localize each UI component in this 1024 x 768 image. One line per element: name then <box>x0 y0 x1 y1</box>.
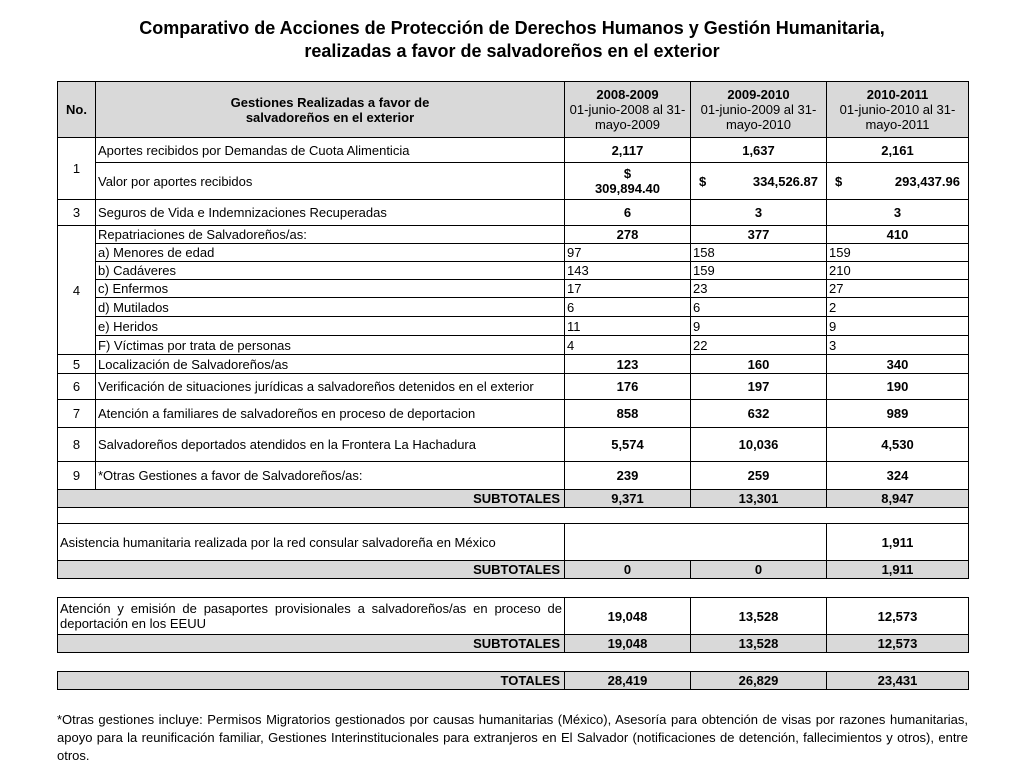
row-number: 9 <box>57 461 96 490</box>
cell-value: 197 <box>690 373 827 400</box>
money-value: 293,437.96 <box>894 173 960 189</box>
cell-value: 239 <box>564 461 691 490</box>
sub-cell-value: 97 <box>564 243 691 262</box>
cell-value: 858 <box>564 399 691 428</box>
sub-cell-value: 27 <box>826 279 969 298</box>
cell-money <box>690 162 827 200</box>
sub-cell-value: 6 <box>690 297 827 317</box>
cell-money <box>826 162 969 200</box>
page-title: Comparativo de Acciones de Protección de Derechos Humanos y Gestión Humanitaria, <box>139 18 885 38</box>
cell-value: 1,637 <box>690 137 827 163</box>
subtotal-value: 13,301 <box>690 489 827 508</box>
pasaportes-value: 13,528 <box>690 597 827 635</box>
subtotal-value: 9,371 <box>564 489 691 508</box>
period-range: 01-junio-2008 al 31- <box>569 102 686 117</box>
cell-value: 2,117 <box>564 137 691 163</box>
period-range: mayo-2009 <box>594 117 661 132</box>
cell-value: 324 <box>826 461 969 490</box>
sub-row-label: F) Víctimas por trata de personas <box>95 335 565 355</box>
pasaportes-label: Atención y emisión de pasaportes provisionales a salvadoreños/as en proceso de deportación en los EEUU <box>60 601 562 631</box>
sub-cell-value: 4 <box>564 335 691 355</box>
sub-cell-value: 159 <box>826 243 969 262</box>
row-number: 1 <box>57 137 96 200</box>
header-period-1 <box>564 81 691 138</box>
pasaportes-label-cell <box>57 597 565 635</box>
sub-cell-value: 9 <box>826 316 969 336</box>
currency-symbol: $ <box>623 166 632 181</box>
cell-value: 3 <box>826 199 969 226</box>
period-year: 2010-2011 <box>866 87 929 102</box>
asistencia-empty <box>564 523 827 561</box>
sub-cell-value: 210 <box>826 261 969 280</box>
sub-row-label: e) Heridos <box>95 316 565 336</box>
cell-value: 123 <box>564 354 691 374</box>
asistencia-value: 1,911 <box>826 523 969 561</box>
cell-value: 632 <box>690 399 827 428</box>
period-range: mayo-2011 <box>865 117 930 132</box>
cell-value: 176 <box>564 373 691 400</box>
row-label: Localización de Salvadoreños/as <box>95 354 565 374</box>
pasaportes-value: 12,573 <box>826 597 969 635</box>
spacer-row <box>57 507 969 524</box>
totales-value: 23,431 <box>826 671 969 690</box>
subtotal-label: SUBTOTALES <box>57 489 565 508</box>
subtotal-value: 12,573 <box>826 634 969 653</box>
asistencia-label: Asistencia humanitaria realizada por la red consular salvadoreña en México <box>57 523 565 561</box>
subtotal-label: SUBTOTALES <box>57 634 565 653</box>
totales-label: TOTALES <box>57 671 565 690</box>
cell-value: 2,161 <box>826 137 969 163</box>
period-year: 2009-2010 <box>727 87 790 102</box>
subtotal-value: 19,048 <box>564 634 691 653</box>
row-label: Salvadoreños deportados atendidos en la Frontera La Hachadura <box>95 427 565 462</box>
sub-cell-value: 158 <box>690 243 827 262</box>
subtotal-value: 0 <box>690 560 827 579</box>
cell-value: 190 <box>826 373 969 400</box>
row-number: 8 <box>57 427 96 462</box>
header-period-2 <box>690 81 827 138</box>
sub-cell-value: 23 <box>690 279 827 298</box>
money-value: 334,526.87 <box>752 173 818 189</box>
header-gestiones-line1: Gestiones Realizadas a favor de <box>230 94 430 110</box>
subtotal-value: 1,911 <box>826 560 969 579</box>
cell-value: 3 <box>690 199 827 226</box>
money-value: 309,894.40 <box>594 181 661 196</box>
subtotal-value: 8,947 <box>826 489 969 508</box>
row-label: Atención a familiares de salvadoreños en proceso de deportacion <box>95 399 565 428</box>
row-number: 6 <box>57 373 96 400</box>
cell-value: 989 <box>826 399 969 428</box>
period-range: 01-junio-2009 al 31- <box>700 102 817 117</box>
subtotal-value: 13,528 <box>690 634 827 653</box>
sub-row-label: a) Menores de edad <box>95 243 565 262</box>
sub-row-label: d) Mutilados <box>95 297 565 317</box>
row-number: 3 <box>57 199 96 226</box>
sub-cell-value: 6 <box>564 297 691 317</box>
cell-money <box>564 162 691 200</box>
sub-cell-value: 9 <box>690 316 827 336</box>
row-label: Seguros de Vida e Indemnizaciones Recuperadas <box>95 199 565 226</box>
header-gestiones <box>95 81 565 138</box>
pasaportes-value: 19,048 <box>564 597 691 635</box>
sub-cell-value: 11 <box>564 316 691 336</box>
totales-value: 28,419 <box>564 671 691 690</box>
cell-value: 5,574 <box>564 427 691 462</box>
cell-value: 4,530 <box>826 427 969 462</box>
row-label: Verificación de situaciones jurídicas a salvadoreños detenidos en el exterior <box>95 373 565 400</box>
currency-symbol: $ <box>835 173 843 189</box>
sub-row-label: b) Cadáveres <box>95 261 565 280</box>
header-gestiones-line2: salvadoreños en el exterior <box>245 109 415 125</box>
cell-value: 10,036 <box>690 427 827 462</box>
subtotal-value: 0 <box>564 560 691 579</box>
sub-cell-value: 22 <box>690 335 827 355</box>
sub-cell-value: 17 <box>564 279 691 298</box>
row-label: Aportes recibidos por Demandas de Cuota Alimenticia <box>95 137 565 163</box>
cell-value: 278 <box>564 225 691 244</box>
row-label: *Otras Gestiones a favor de Salvadoreños/as: <box>95 461 565 490</box>
row-number: 5 <box>57 354 96 374</box>
row-label: Valor por aportes recibidos <box>95 162 565 200</box>
row-number: 7 <box>57 399 96 428</box>
row-number: 4 <box>57 225 96 355</box>
period-range: 01-junio-2010 al 31- <box>839 102 956 117</box>
cell-value: 410 <box>826 225 969 244</box>
period-year: 2008-2009 <box>596 87 659 102</box>
cell-value: 6 <box>564 199 691 226</box>
cell-value: 340 <box>826 354 969 374</box>
sub-cell-value: 159 <box>690 261 827 280</box>
header-no: No. <box>57 81 96 138</box>
totales-value: 26,829 <box>690 671 827 690</box>
row-label: Repatriaciones de Salvadoreños/as: <box>95 225 565 244</box>
header-period-3 <box>826 81 969 138</box>
footnote: *Otras gestiones incluye: Permisos Migratorios gestionados por causas humanitarias (México), Asesoría para obtención de visas por razones humanitarias, apoyo para la reunificación familiar, Gestiones Interinstitucionales para extranjeros en El Salvador (notificaciones de detención, fallecimientos y otros), entre otros. <box>57 712 968 763</box>
sub-cell-value: 143 <box>564 261 691 280</box>
sub-cell-value: 2 <box>826 297 969 317</box>
subtotal-label: SUBTOTALES <box>57 560 565 579</box>
period-range: mayo-2010 <box>725 117 792 132</box>
currency-symbol: $ <box>699 173 707 189</box>
page-subtitle: realizadas a favor de salvadoreños en el exterior <box>304 41 720 61</box>
sub-cell-value: 3 <box>826 335 969 355</box>
cell-value: 377 <box>690 225 827 244</box>
sub-row-label: c) Enfermos <box>95 279 565 298</box>
cell-value: 160 <box>690 354 827 374</box>
cell-value: 259 <box>690 461 827 490</box>
